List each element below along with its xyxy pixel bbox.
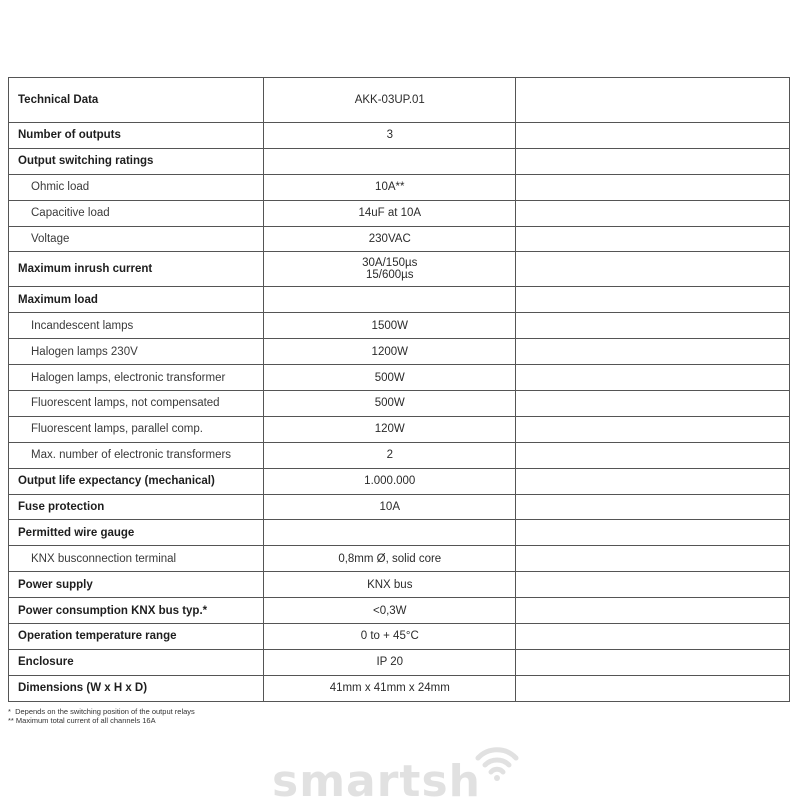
footnotes xyxy=(8,707,195,725)
row-label: Maximum load xyxy=(9,287,264,313)
row-value: 120W xyxy=(374,423,405,436)
header-extra xyxy=(516,78,790,123)
row-label: Fluorescent lamps, not compensated xyxy=(9,391,264,417)
row-extra xyxy=(516,226,790,252)
header-label: Technical Data xyxy=(9,78,264,123)
table-row xyxy=(9,123,790,149)
row-label: Enclosure xyxy=(9,649,264,675)
row-value: 500W xyxy=(374,371,405,384)
row-extra xyxy=(516,442,790,468)
row-label: Fuse protection xyxy=(9,494,264,520)
row-extra xyxy=(516,287,790,313)
table-row xyxy=(9,174,790,200)
row-label: Voltage xyxy=(9,226,264,252)
row-value-cell xyxy=(264,339,516,365)
table-row xyxy=(9,200,790,226)
row-value-cell xyxy=(264,287,516,313)
table-row xyxy=(9,624,790,650)
row-label: Ohmic load xyxy=(9,174,264,200)
row-extra xyxy=(516,649,790,675)
row-extra xyxy=(516,572,790,598)
row-extra xyxy=(516,339,790,365)
table-row xyxy=(9,598,790,624)
table-row xyxy=(9,520,790,546)
row-value: 1200W xyxy=(371,345,408,358)
row-extra xyxy=(516,675,790,701)
row-label: Output life expectancy (mechanical) xyxy=(9,468,264,494)
row-value-cell xyxy=(264,123,516,149)
row-value-cell xyxy=(264,442,516,468)
row-label: Output switching ratings xyxy=(9,148,264,174)
row-extra xyxy=(516,148,790,174)
footnote-2: ** Maximum total current of all channels 16A xyxy=(8,716,156,725)
row-value-cell xyxy=(264,174,516,200)
row-label: Power consumption KNX bus typ.* xyxy=(9,598,264,624)
row-value: 10A xyxy=(379,501,400,514)
table-row xyxy=(9,148,790,174)
watermark-logo xyxy=(272,742,532,807)
row-label: KNX busconnection terminal xyxy=(9,546,264,572)
row-extra xyxy=(516,494,790,520)
row-extra xyxy=(516,624,790,650)
table-body xyxy=(9,78,790,702)
technical-data-table xyxy=(8,77,790,702)
table-row xyxy=(9,365,790,391)
table-row xyxy=(9,494,790,520)
row-extra xyxy=(516,391,790,417)
row-value: 14uF at 10A xyxy=(358,207,422,220)
row-label: Dimensions (W x H x D) xyxy=(9,675,264,701)
row-value-cell xyxy=(264,649,516,675)
row-value: 3 xyxy=(386,129,393,142)
row-value: KNX bus xyxy=(367,578,413,591)
row-value: <0,3W xyxy=(372,604,407,617)
row-extra xyxy=(516,365,790,391)
table-row xyxy=(9,339,790,365)
row-label: Power supply xyxy=(9,572,264,598)
row-label: Maximum inrush current xyxy=(9,252,264,287)
row-extra xyxy=(516,546,790,572)
row-value: IP 20 xyxy=(376,656,404,669)
table-row xyxy=(9,442,790,468)
row-label: Halogen lamps, electronic transformer xyxy=(9,365,264,391)
row-extra xyxy=(516,520,790,546)
row-value: 500W xyxy=(374,397,405,410)
row-extra xyxy=(516,123,790,149)
row-value-cell xyxy=(264,148,516,174)
header-model: AKK-03UP.01 xyxy=(264,78,516,123)
row-value: 0,8mm Ø, solid core xyxy=(338,552,442,565)
table-row xyxy=(9,468,790,494)
table-header-row xyxy=(9,78,790,123)
row-label: Number of outputs xyxy=(9,123,264,149)
row-value-cell xyxy=(264,598,516,624)
row-value: 0 to + 45°C xyxy=(360,630,419,643)
table-row xyxy=(9,675,790,701)
row-label: Incandescent lamps xyxy=(9,313,264,339)
row-extra xyxy=(516,416,790,442)
row-extra xyxy=(516,252,790,287)
table-row xyxy=(9,287,790,313)
table-row xyxy=(9,226,790,252)
row-value-cell xyxy=(264,494,516,520)
row-value-cell xyxy=(264,391,516,417)
row-value-cell xyxy=(264,252,516,287)
row-value-cell xyxy=(264,416,516,442)
row-value: 10A** xyxy=(375,181,405,194)
row-label: Halogen lamps 230V xyxy=(9,339,264,365)
wifi-icon xyxy=(474,742,520,782)
table-row xyxy=(9,572,790,598)
row-label: Operation temperature range xyxy=(9,624,264,650)
row-value-cell xyxy=(264,200,516,226)
row-value-cell xyxy=(264,226,516,252)
row-value-cell xyxy=(264,675,516,701)
row-value-cell xyxy=(264,624,516,650)
row-value: 230VAC xyxy=(368,233,411,245)
row-value-cell xyxy=(264,520,516,546)
row-label: Permitted wire gauge xyxy=(9,520,264,546)
row-extra xyxy=(516,598,790,624)
table-row xyxy=(9,416,790,442)
row-value-cell xyxy=(264,546,516,572)
row-value-cell xyxy=(264,468,516,494)
row-value: 2 xyxy=(386,449,393,462)
row-extra xyxy=(516,174,790,200)
row-value-cell xyxy=(264,313,516,339)
row-label: Fluorescent lamps, parallel comp. xyxy=(9,416,264,442)
table-row xyxy=(9,252,790,287)
row-value-cell xyxy=(264,572,516,598)
row-extra xyxy=(516,200,790,226)
row-value: 41mm x 41mm x 24mm xyxy=(329,682,450,695)
row-label: Max. number of electronic transformers xyxy=(9,442,264,468)
row-value: 1500W xyxy=(371,319,408,332)
row-value: 30A/150µs 15/600µs xyxy=(362,257,418,282)
row-value: 1.000.000 xyxy=(364,475,416,488)
row-extra xyxy=(516,468,790,494)
row-extra xyxy=(516,313,790,339)
table-row xyxy=(9,649,790,675)
table-row xyxy=(9,313,790,339)
row-label: Capacitive load xyxy=(9,200,264,226)
watermark-text: smartsh xyxy=(272,756,481,807)
table-row xyxy=(9,546,790,572)
footnote-1: * Depends on the switching position of the output relays xyxy=(8,707,195,716)
row-value-cell xyxy=(264,365,516,391)
table-row xyxy=(9,391,790,417)
